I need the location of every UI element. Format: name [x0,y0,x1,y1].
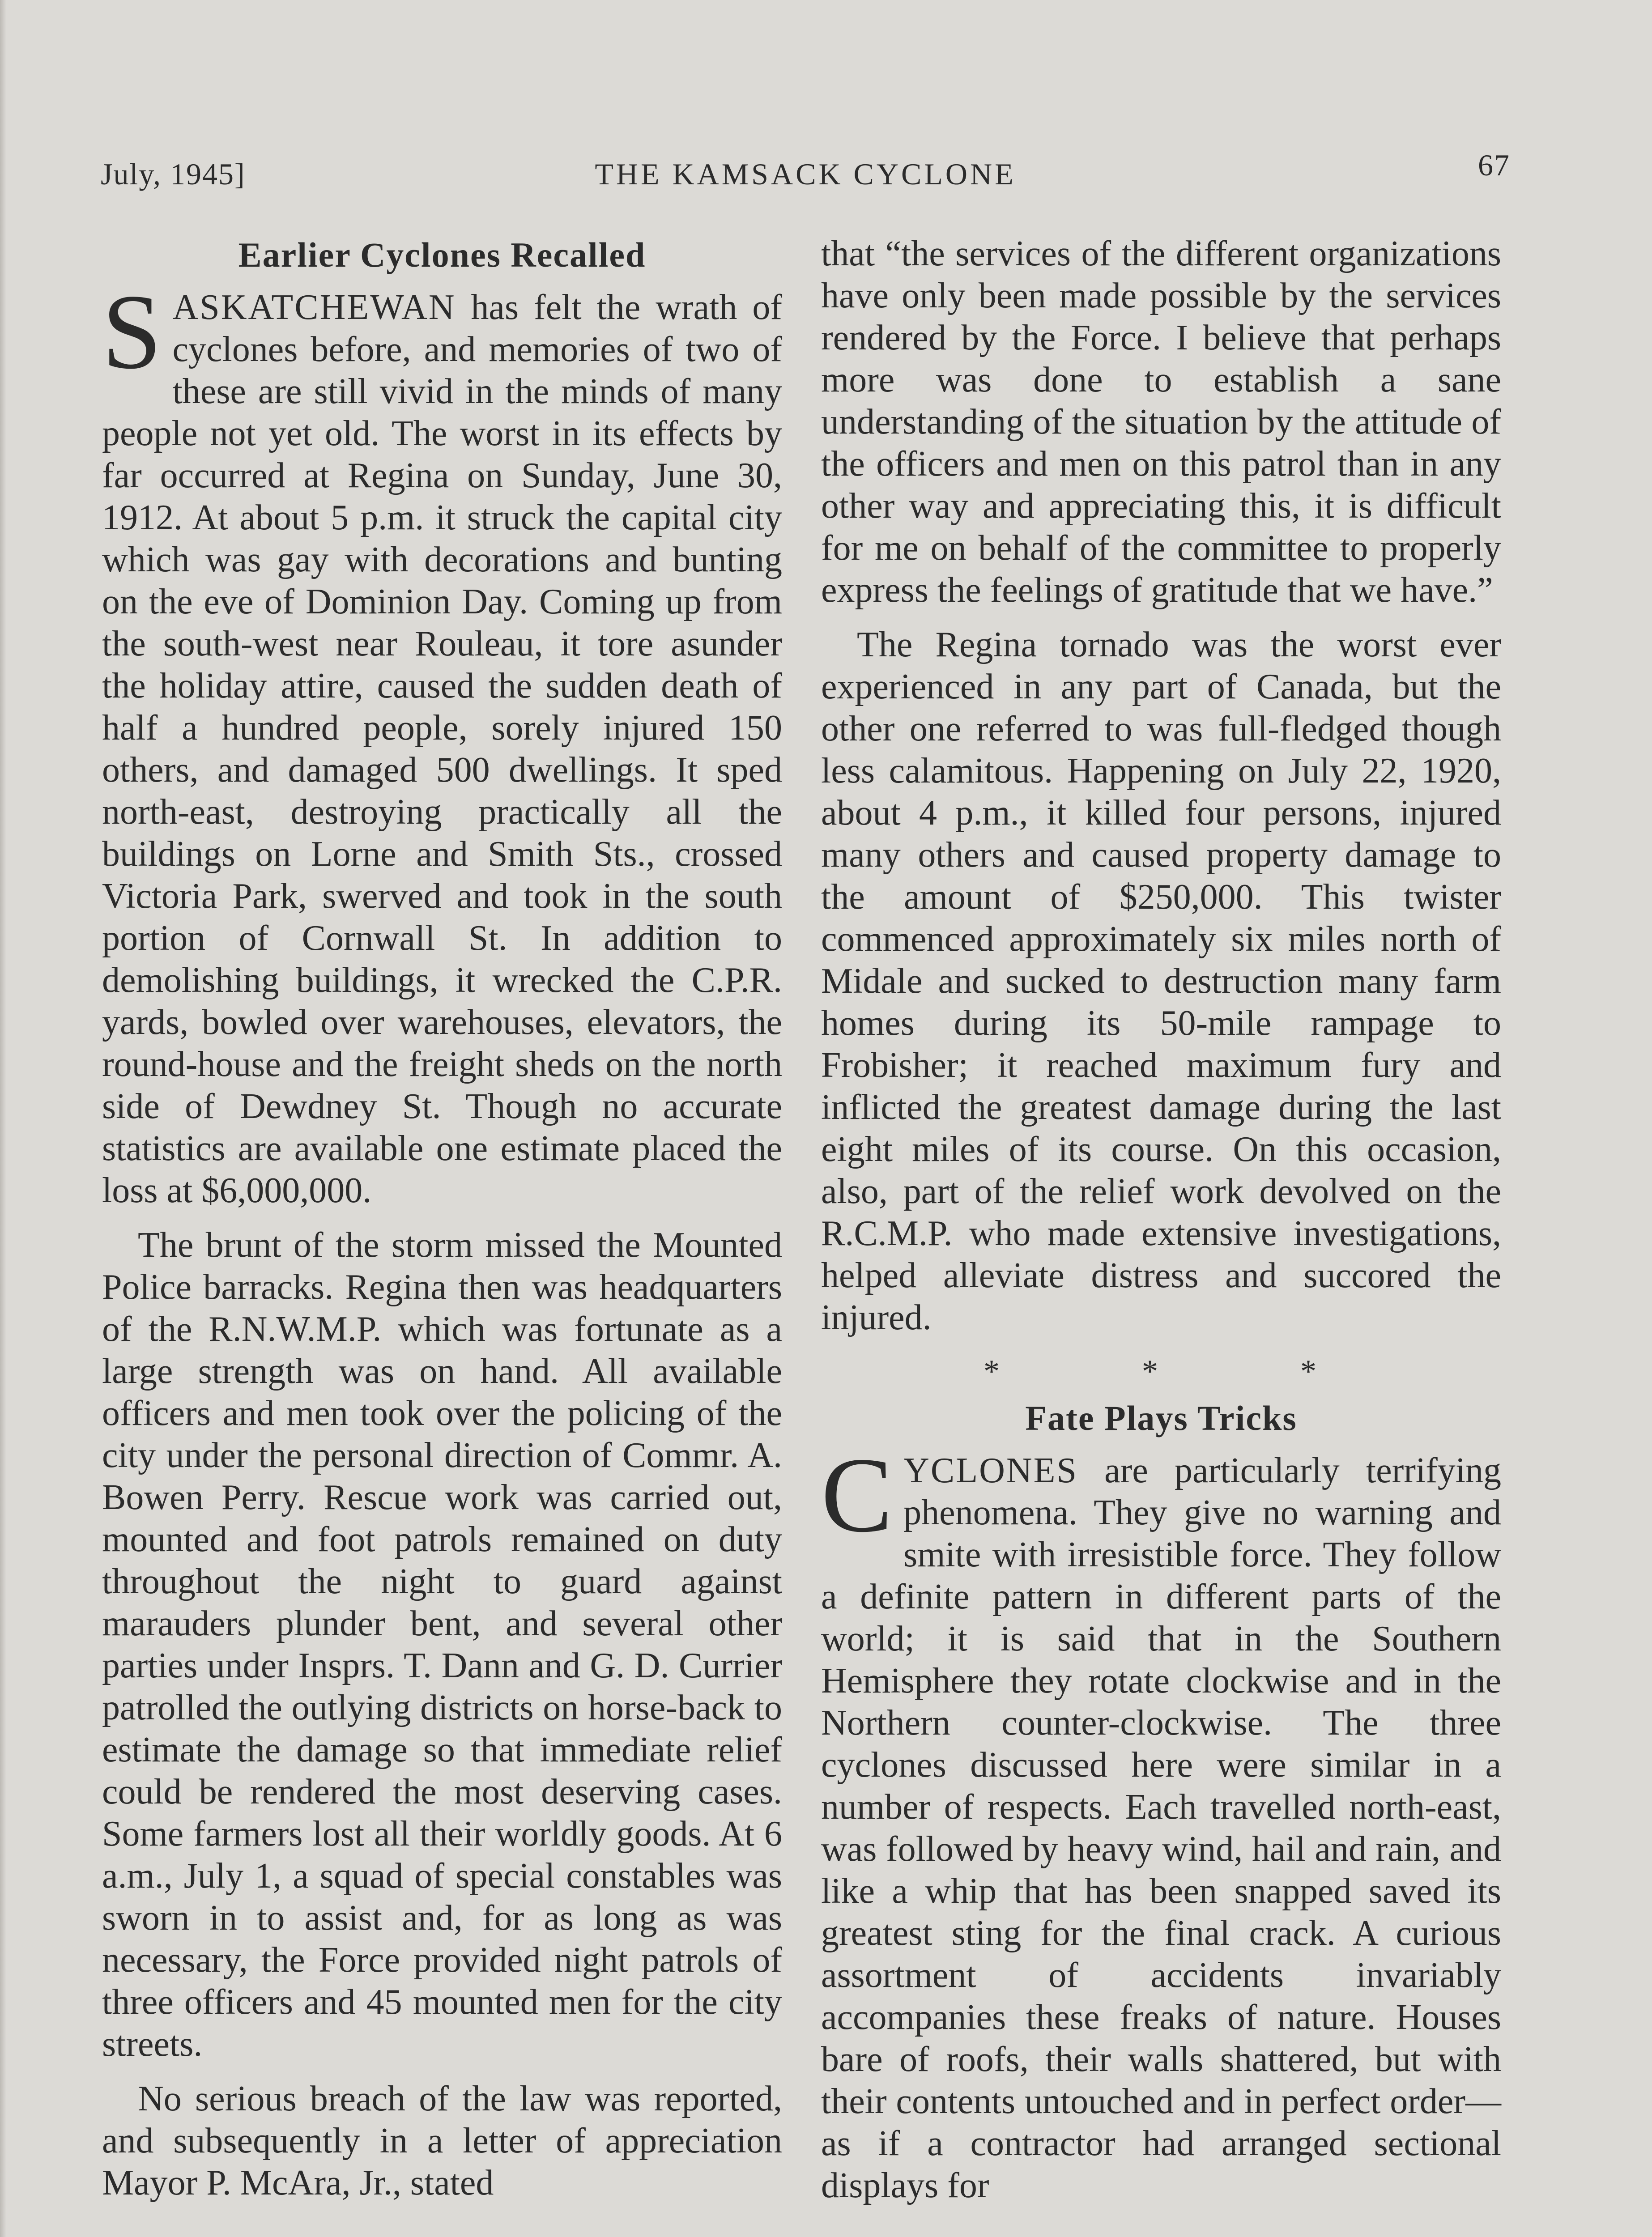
page-edge [0,0,6,2237]
header-title: THE KAMSACK CYCLONE [595,157,1016,191]
running-header [101,148,1510,197]
paragraph-text: has felt the wrath of cyclones before, and memories of two of these are still vivid in the minds of many people not yet old. The worst in its effects by far occurred at Regina on Sunday, June 30, 1912. At about 5 p.m. it struck the capital city which was gay with decorations and bunting on the eve of Dominion Day. Coming up from the south-west near Rouleau, it tore asunder the holiday attire, caused the sudden death of half a hundred people, sorely injured 150 others, and damaged 500 dwellings. It sped north-east, destroying practically all the buildings on Lorne and Smith Sts., crossed Victoria Park, swerved and took in the south portion of Cornwall St. In addition to demolishing buildings, it wrecked the C.P.R. yards, bowled over warehouses, elevators, the round-house and the freight sheds on the north side of Dewdney St. Though no accurate statistics are available one estimate placed the loss at $6,000,000. [102,288,782,1210]
paragraph-intro [102,272,782,1212]
paragraph-regina-tornado: The Regina tornado was the worst ever experienced in any part of Canada, but the other one referred to was full-fledged though less calamitous. Happening on July 22, 1920, about 4 p.m., it killed four persons, injured many others and caused property damage to the amount of $250,000. This twister commenced approximately six miles north of Midale and sucked to destruction many farm homes during its 50-mile rampage to Frobisher; it reached maximum fury and inflicted the greatest damage during the last eight miles of its course. On this occasion, also, part of the relief work devolved on the R.C.M.P. who made extensive investigations, helped alleviate distress and succored the injured. [821,625,1501,1337]
section-heading-fate-plays-tricks: Fate Plays Tricks [1025,1399,1297,1437]
paragraph-no-breach: No serious breach of the law was reported, and subsequently in a letter of appreciation Mayor P. McAra, Jr., stated [102,2079,782,2203]
right-column [821,233,1501,2219]
paragraph-cyclones [821,1435,1501,2207]
lead-word: YCLONES [903,1451,1078,1490]
paragraph-text: are particularly terrifying phenomena. They give no warning and smite with irresistible force. They follow a definite pattern in different parts of the world; it is said that in the Southern Hemisphere they rotate clockwise and in the Northern counter-clockwise. The three cyclones discussed here were similar in a number of respects. Each travelled north-east, was followed by heavy wind, hail and rain, and like a whip that has been snapped saved its greatest sting for the final crack. A curious assortment of accidents invariably accompanies these freaks of nature. Houses bare of roofs, their walls shattered, but with their contents untouched and in perfect order—as if a contractor had arranged sectional displays for [821,1451,1501,2205]
lead-word: ASKATCHEWAN [172,288,456,327]
paragraph-mounted-police: The brunt of the storm missed the Mounted Police barracks. Regina then was headquarters of the R.N.W.M.P. which was fortunate as a large strength was on hand. All available officers and men took over the policing of the city under the personal direction of Commr. A. Bowen Perry. Rescue work was carried out, mounted and foot patrols remained on duty throughout the night to guard against marauders plunder bent, and several other parties under Insprs. T. Dann and G. D. Currier patrolled the outlying districts on horse-back to estimate the damage so that immediate relief could be rendered the most deserving cases. Some farmers lost all their worldly goods. At 6 a.m., July 1, a squad of special constables was sworn in to assist and, for as long as was necessary, the Force provided night patrols of three officers and 45 mounted men for the city streets. [102,1225,782,2064]
drop-cap: S [102,272,162,391]
header-date: July, 1945] [101,157,246,191]
left-column [102,233,782,2216]
paragraph-letter-quote: that “the services of the different organizations have only been made possible by the services rendered by the Force. I believe that perhaps more was done to establish a sane understanding of the situation by the attitude of the officers and men on this patrol than in any other way and appreciating this, it is difficult for me on behalf of the committee to properly express the feelings of gratitude that we have.” [821,234,1501,610]
section-divider: * * * [984,1353,1384,1389]
page-number: 67 [1478,148,1510,182]
section-heading-earlier-cyclones: Earlier Cyclones Recalled [238,235,646,274]
drop-cap: C [821,1435,893,1554]
